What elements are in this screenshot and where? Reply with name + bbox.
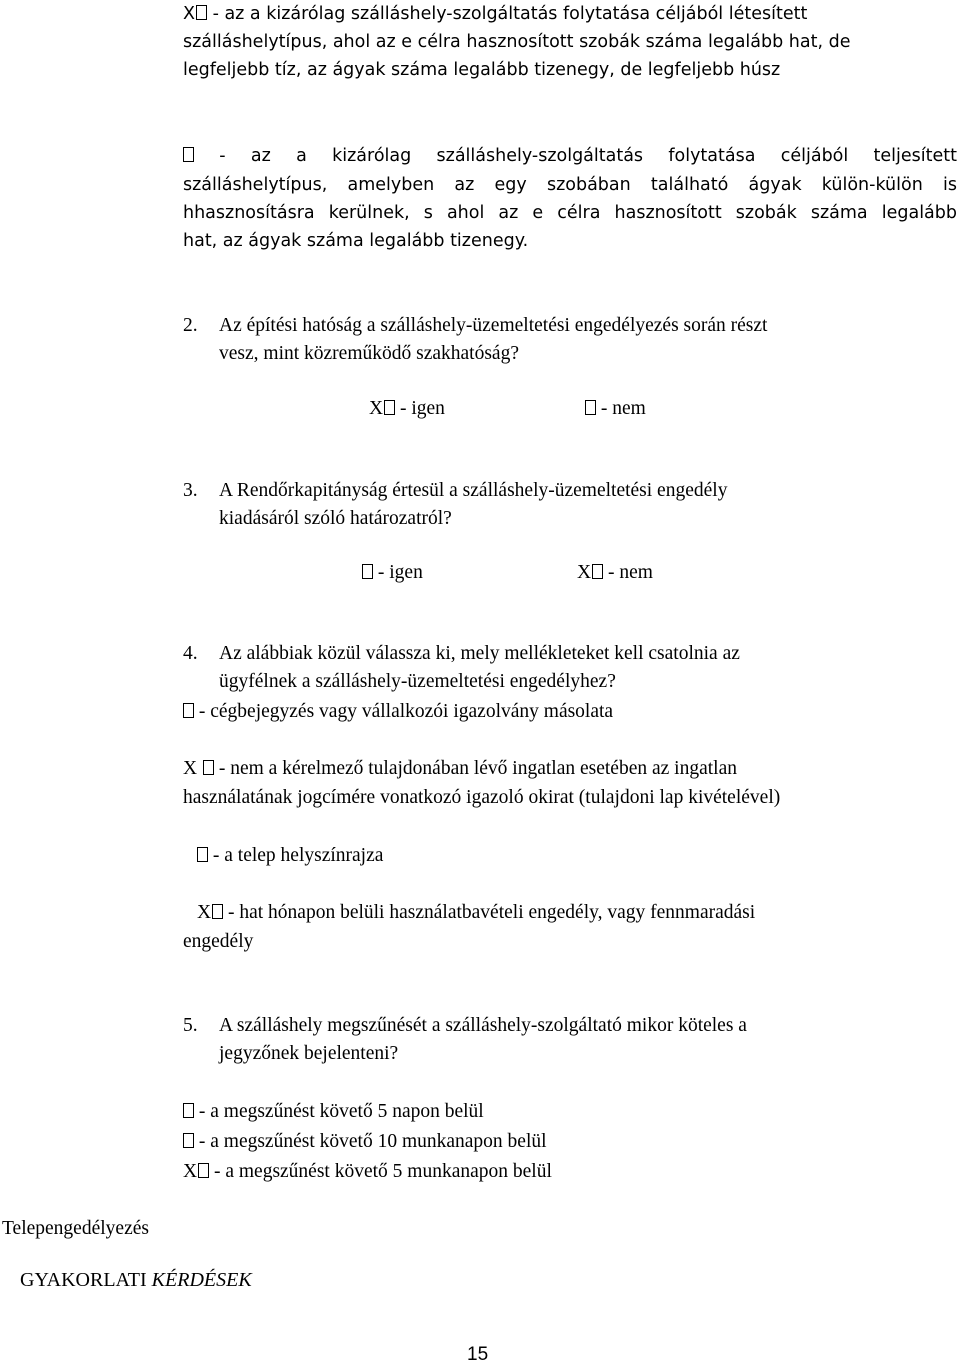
practical-questions-heading: GYAKORLATI KÉRDÉSEK <box>20 1269 252 1291</box>
question-4-option-3: - a telep helyszínrajza <box>197 841 383 870</box>
checkbox-icon <box>592 564 603 579</box>
question-4-option-4-line1: X - hat hónapon belüli használatbavételi engedély, vagy fennmaradási <box>197 902 756 923</box>
checkbox-icon <box>585 400 596 415</box>
question-2-line2: vesz, mint közreműködő szakhatóság? <box>219 343 519 364</box>
question-2-no: - nem <box>585 394 646 423</box>
page-number: 15 <box>467 1344 489 1365</box>
question-5-line2: jegyzőnek bejelenteni? <box>219 1043 399 1064</box>
checkbox-icon <box>183 1103 194 1118</box>
checkbox-icon <box>183 1133 194 1148</box>
checkbox-icon <box>362 564 373 579</box>
question-4-number: 4. <box>183 643 198 664</box>
question-3-line1: 3. A Rendőrkapitányság értesül a szálláshely-üzemeltetési engedély <box>183 476 727 505</box>
checkbox-icon <box>198 1163 209 1178</box>
option-d-line4: hat, az ágyak száma legalább tizenegy. <box>183 231 529 251</box>
question-3-yes: - igen <box>362 558 423 587</box>
checkbox-icon <box>197 847 208 862</box>
option-c-line1: X - az a kizárólag szálláshely-szolgáltatás folytatása céljából létesített <box>183 4 808 24</box>
question-4-line2: ügyfélnek a szálláshely-üzemeltetési engedélyhez? <box>219 671 616 692</box>
question-4-option-1: - cégbejegyzés vagy vállalkozói igazolvány másolata <box>183 697 613 726</box>
checkbox-icon <box>196 5 207 20</box>
option-c-mark: X <box>183 4 195 24</box>
question-4-line1: 4. Az alábbiak közül válassza ki, mely mellékleteket kell csatolnia az <box>183 639 740 668</box>
question-2-line1: 2. Az építési hatóság a szálláshely-üzemeltetési engedélyezés során részt <box>183 311 767 340</box>
question-5-number: 5. <box>183 1015 198 1036</box>
question-5-option-3: X - a megszűnést követő 5 munkanapon belül <box>183 1161 552 1182</box>
question-5-option-1: - a megszűnést követő 5 napon belül <box>183 1097 484 1126</box>
option-d-line2: szálláshelytípus, amelyben az egy szobában található ágyak külön-külön is <box>183 175 957 195</box>
question-5-line1: 5. A szálláshely megszűnését a szálláshely-szolgáltató mikor köteles a <box>183 1011 747 1040</box>
question-4-option-2-line1: X - nem a kérelmező tulajdonában lévő ingatlan esetében az ingatlan <box>183 758 737 779</box>
section-title: Telepengedélyezés <box>2 1218 149 1239</box>
question-3-no: X - nem <box>577 562 653 583</box>
question-4-option-2-line2: használatának jogcímére vonatkozó igazoló okirat (tulajdoni lap kivételével) <box>183 787 781 808</box>
checkbox-icon <box>212 904 223 919</box>
checkbox-icon <box>203 760 214 775</box>
question-4-option-4-line2: engedély <box>183 931 254 952</box>
option-c-line3: legfeljebb tíz, az ágyak száma legalább tizenegy, de legfeljebb húsz <box>183 60 781 80</box>
question-2-number: 2. <box>183 315 198 336</box>
checkbox-icon <box>183 703 194 718</box>
question-2-yes: X - igen <box>369 398 445 419</box>
question-3-line2: kiadásáról szóló határozatról? <box>219 508 452 529</box>
checkbox-icon <box>183 147 194 162</box>
question-3-number: 3. <box>183 480 198 501</box>
option-d-line3: hhasznosításra kerülnek, s ahol az e célra hasznosított szobák száma legalább <box>183 203 957 223</box>
question-5-option-2: - a megszűnést követő 10 munkanapon belül <box>183 1127 547 1156</box>
option-d-line1: - az a kizárólag szálláshely-szolgáltatás folytatása céljából teljesített <box>183 142 957 171</box>
option-c-line2: szálláshelytípus, ahol az e célra hasznosított szobák száma legalább hat, de <box>183 32 851 52</box>
checkbox-icon <box>384 400 395 415</box>
